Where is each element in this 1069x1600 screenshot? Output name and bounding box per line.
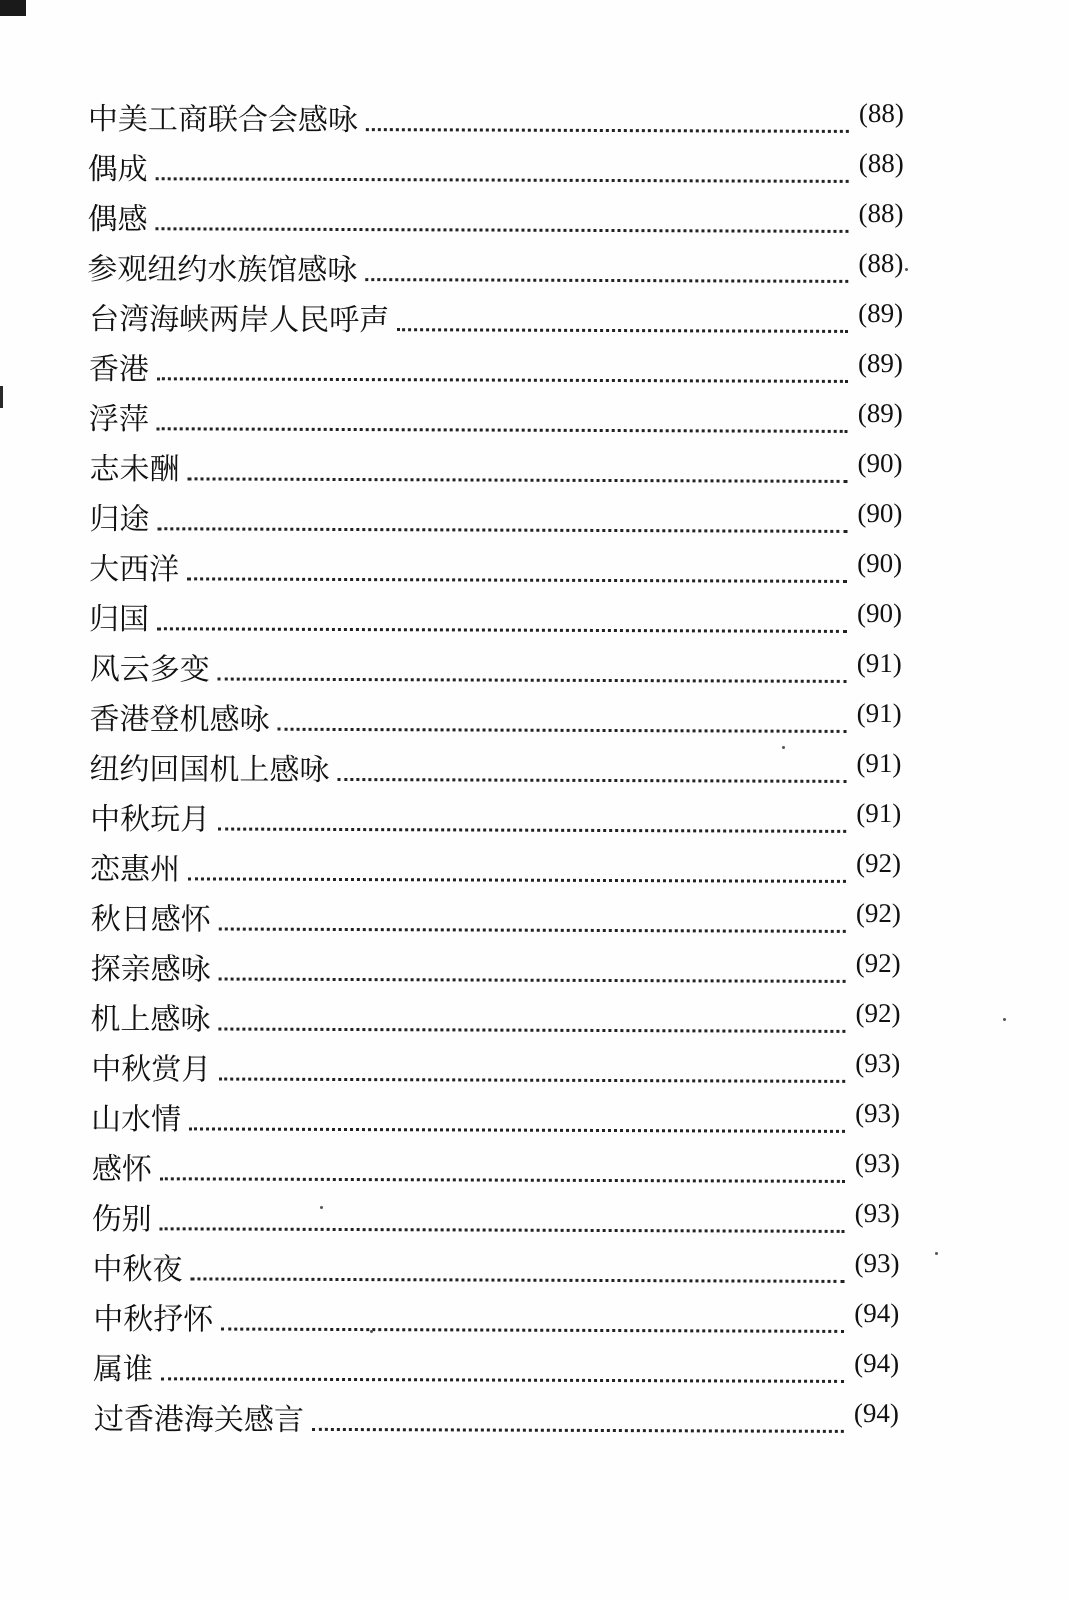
toc-dot-leader [219,978,846,983]
scan-edge-mark [0,386,3,408]
toc-entry-title: 中秋玩月 [90,802,211,838]
toc-entry [92,1142,900,1195]
toc-dot-leader [366,128,849,133]
scan-speck [320,1206,323,1209]
toc-dot-leader [160,1177,845,1183]
toc-entry-page-number: (93) [855,1047,901,1079]
toc-entry [89,592,902,645]
toc-entry [90,792,901,845]
toc-entry-title: 感怀 [91,1152,152,1188]
toc-entry-page-number: (93) [854,1247,900,1279]
scan-corner-mark [0,0,26,16]
toc-dot-leader [190,1277,844,1283]
toc-entry [94,1392,899,1445]
toc-entry-title: 浮萍 [88,402,149,438]
toc-dot-leader [221,1328,844,1333]
toc-entry-page-number: (90) [857,497,903,529]
toc-entry-title: 归途 [89,502,150,538]
toc-dot-leader [278,728,847,733]
toc-dot-leader [157,527,847,533]
toc-dot-leader [161,1377,844,1383]
toc-entry [89,542,902,595]
toc-entry [91,1092,900,1145]
toc-dot-leader [157,427,848,433]
toc-entry [90,692,902,745]
toc-entry [89,492,902,545]
toc-entry-page-number: (92) [855,997,901,1029]
toc-entry-title: 秋日感怀 [90,902,211,938]
toc-dot-leader [219,928,846,933]
toc-entry [87,192,903,245]
toc-entry-page-number: (93) [855,1097,901,1129]
toc-dot-leader [188,477,848,483]
toc-dot-leader [187,577,847,583]
toc-entry-title: 归国 [88,602,150,638]
scan-speck [935,1252,938,1255]
toc-entry-title: 中秋抒怀 [93,1302,214,1338]
toc-entry-title: 偶成 [87,151,148,188]
toc-entry-page-number: (88) [858,247,904,279]
toc-entry-page-number: (89) [857,347,904,379]
toc-entry-page-number: (90) [856,597,903,629]
toc-entry-page-number: (91) [856,647,902,679]
toc-dot-leader [160,1227,845,1233]
scan-speck [370,1330,373,1333]
toc-entry [89,742,901,795]
toc-dot-leader [156,177,849,183]
toc-entry-page-number: (89) [857,397,903,429]
toc-entry-page-number: (91) [856,797,902,829]
toc-dot-leader [188,877,846,883]
toc-entry-title: 香港登机感咏 [89,702,270,738]
toc-entry-page-number: (88) [858,197,904,229]
toc-entry-page-number: (91) [856,747,902,779]
toc-entry-page-number: (89) [858,297,904,329]
toc-entry [88,142,904,195]
toc-entry-title: 台湾海峡两岸人民呼声 [89,302,390,339]
toc-entry [92,1242,899,1295]
toc-dot-leader [218,828,846,833]
toc-entry [92,1192,900,1245]
toc-entry-page-number: (92) [855,897,901,929]
scan-speck [782,746,785,749]
toc-dot-leader [189,1127,845,1133]
toc-entry-title: 风云多变 [89,652,210,688]
toc-entry [91,1042,900,1095]
toc-entry-title: 过香港海关感言 [93,1402,304,1438]
toc-entry-title: 参观纽约水族馆感咏 [87,251,358,289]
toc-entry [88,92,904,145]
toc-entry-page-number: (90) [857,447,903,479]
toc-dot-leader [312,1428,844,1433]
toc-entry-page-number: (88) [858,97,904,129]
toc-entry-title: 伤别 [91,1202,152,1238]
scan-speck [905,268,908,271]
toc-entry-page-number: (92) [856,847,902,879]
toc-entry [87,242,903,295]
toc-entry [90,642,902,695]
toc-entry-page-number: (94) [853,1397,899,1429]
toc-entry-page-number: (94) [854,1297,900,1329]
toc-dot-leader [337,778,846,783]
toc-dot-leader [365,278,848,283]
toc-dot-leader [219,1078,845,1083]
toc-entry-page-number: (88) [858,147,904,179]
toc-entry-title: 中秋夜 [92,1252,183,1288]
toc-entry-title: 大西洋 [89,552,180,588]
toc-entry-title: 偶感 [87,201,148,238]
toc-entry [90,842,901,895]
toc-entry-title: 属谁 [93,1352,154,1388]
toc-dot-leader [157,377,848,383]
toc-entry-page-number: (94) [854,1347,900,1379]
toc-entry [91,892,901,945]
toc-entry-page-number: (90) [857,547,903,579]
toc-entry [90,992,900,1045]
toc-entry-title: 中秋赏月 [91,1052,212,1088]
toc-dot-leader [218,678,847,683]
toc-entry-title: 山水情 [90,1102,182,1138]
toc-entry-title: 中美工商联合会感咏 [87,101,358,139]
toc-entry-page-number: (93) [854,1147,900,1179]
table-of-contents [83,92,904,1445]
toc-dot-leader [397,328,848,333]
toc-entry-page-number: (93) [854,1197,900,1229]
toc-entry-title: 恋惠州 [89,852,181,888]
toc-entry-title: 志未酬 [89,452,180,488]
toc-entry-title: 纽约回国机上感咏 [89,752,330,788]
toc-dot-leader [157,627,847,633]
toc-entry [89,392,903,445]
toc-entry [89,292,903,345]
toc-entry [89,342,903,395]
toc-entry-page-number: (91) [856,697,902,729]
scan-speck [1003,1018,1006,1021]
toc-dot-leader [155,227,848,233]
toc-entry [91,942,901,995]
toc-entry [93,1342,899,1395]
toc-entry-title: 香港 [88,352,150,388]
toc-dot-leader [218,1028,845,1033]
toc-entry [89,442,902,495]
toc-entry-title: 机上感咏 [90,1002,211,1038]
toc-entry [93,1292,899,1345]
toc-entry-title: 探亲感咏 [90,952,211,988]
toc-entry-page-number: (92) [855,947,901,979]
